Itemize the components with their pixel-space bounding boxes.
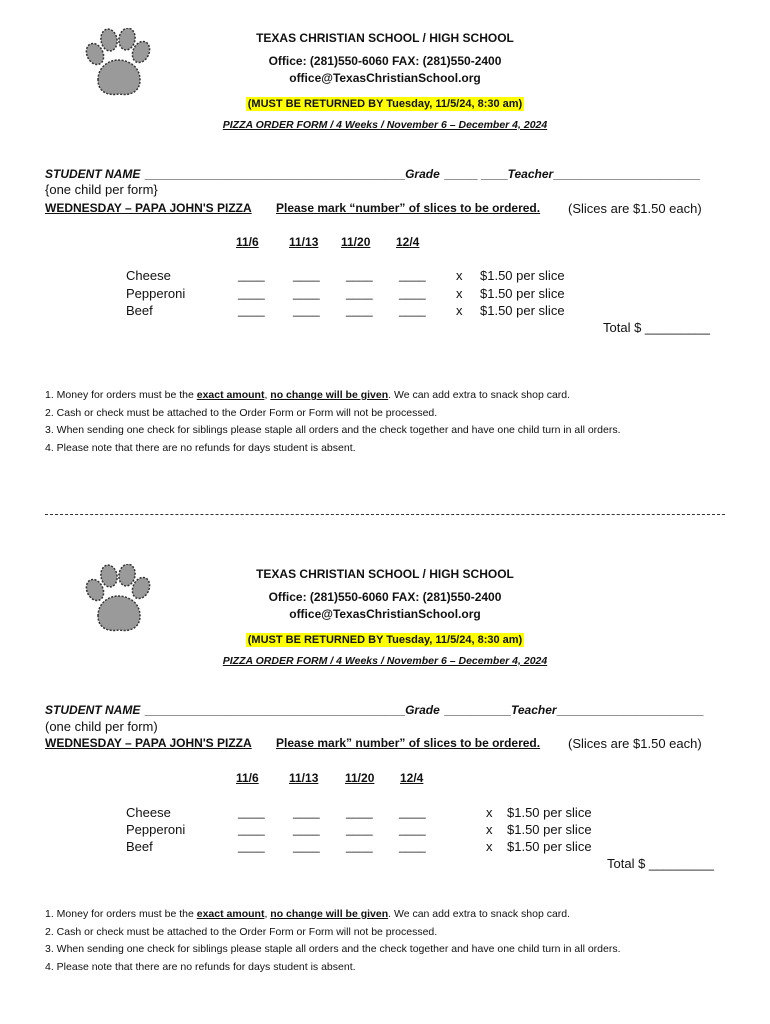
notes-list [45,387,621,457]
one-child-note: {one child per form} [45,182,158,197]
qty-blank[interactable]: ____ [346,286,373,300]
qty-blank[interactable]: ____ [399,268,426,282]
qty-blank[interactable]: ____ [293,286,320,300]
times-sign: x [486,805,493,820]
times-sign: x [456,286,463,301]
note-3: 3. When sending one check for siblings please staple all orders and the check together and have one child turn in all orders. [45,943,621,955]
times-sign: x [456,268,463,283]
teacher-label: Teacher [510,703,557,717]
note-1-text: 1. Money for orders must be the [45,908,197,920]
qty-blank[interactable]: ____ [293,822,320,836]
phone-fax: Office: (281)550-6060 FAX: (281)550-2400 [268,590,502,604]
qty-blank[interactable]: ____ [238,286,265,300]
deadline-highlight: (MUST BE RETURNED BY Tuesday, 11/5/24, 8:30 am) [247,98,523,110]
school-name: TEXAS CHRISTIAN SCHOOL / HIGH SCHOOL [256,567,514,581]
qty-blank[interactable]: ____ [346,303,373,317]
note-1-comma: , [264,389,271,401]
qty-blank[interactable]: ____ [238,268,265,282]
qty-blank[interactable]: ____ [346,839,373,853]
note-1 [45,387,621,405]
date-header: 11/13 [289,235,319,249]
qty-blank[interactable]: ____ [238,303,265,317]
note-1-post: . We can add extra to snack shop card. [388,389,571,401]
note-4: 4. Please note that there are no refunds for days student is absent. [45,960,356,973]
item-price: $1.50 per slice [480,286,565,301]
student-name-field[interactable]: _______________________________________ [144,167,406,181]
qty-blank[interactable]: ____ [346,805,373,819]
student-name-label: STUDENT NAME [45,703,141,717]
date-header: 11/6 [236,235,259,249]
date-header: 12/4 [400,771,424,785]
item-price: $1.50 per slice [480,303,565,318]
price-note: (Slices are $1.50 each) [568,736,702,751]
note-1-exact: exact amount [196,908,265,920]
qty-blank[interactable]: ____ [399,286,426,300]
qty-blank[interactable]: ____ [293,839,320,853]
price-note: (Slices are $1.50 each) [568,201,702,216]
item-name-pepperoni: Pepperoni [126,822,186,837]
times-sign: x [486,822,493,837]
total-field[interactable]: Total $ _________ [607,856,714,871]
phone-fax: Office: (281)550-6060 FAX: (281)550-2400 [268,54,502,68]
grade-field[interactable]: _____ ____ [444,167,508,181]
note-1-post: . We can add extra to snack shop card. [388,908,571,920]
times-sign: x [486,839,493,854]
teacher-label: Teacher [507,167,554,181]
grade-field[interactable]: __________ [444,703,511,717]
qty-blank[interactable]: ____ [238,805,265,819]
teacher-field[interactable]: ______________________ [553,167,701,181]
note-1-exact: exact amount [196,389,265,401]
one-child-note: (one child per form) [45,719,158,734]
qty-blank[interactable]: ____ [399,303,426,317]
grade-label: Grade [405,703,440,717]
form-title: PIZZA ORDER FORM / 4 Weeks / November 6 – December 4, 2024 [222,655,548,667]
note-1-text: 1. Money for orders must be the [45,389,197,401]
deadline-row [0,94,770,112]
student-name-label: STUDENT NAME [45,167,141,181]
item-name-cheese: Cheese [126,805,171,820]
qty-blank[interactable]: ____ [399,839,426,853]
item-price: $1.50 per slice [507,822,592,837]
school-email: office@TexasChristianSchool.org [289,607,481,621]
total-field[interactable]: Total $ _________ [603,320,710,335]
qty-blank[interactable]: ____ [346,822,373,836]
item-price: $1.50 per slice [507,839,592,854]
student-row [45,165,700,183]
item-price: $1.50 per slice [507,805,592,820]
cut-line [45,514,725,515]
student-row [45,701,703,719]
note-2: 2. Cash or check must be attached to the Order Form or Form will not be processed. [45,925,438,938]
qty-blank[interactable]: ____ [293,805,320,819]
qty-blank[interactable]: ____ [293,303,320,317]
note-1-nochange: no change will be given [270,389,389,401]
instruction: Please mark” number” of slices to be ordered. [276,736,541,750]
note-2: 2. Cash or check must be attached to the Order Form or Form will not be processed. [45,406,438,419]
teacher-field[interactable]: ______________________ [556,703,704,717]
deadline-row [0,630,770,648]
instruction: Please mark “number” of slices to be ordered. [276,201,541,215]
date-header: 12/4 [396,235,420,249]
qty-blank[interactable]: ____ [399,822,426,836]
form-title: PIZZA ORDER FORM / 4 Weeks / November 6 – December 4, 2024 [222,119,548,131]
date-header: 11/20 [345,771,375,785]
qty-blank[interactable]: ____ [238,822,265,836]
deadline-highlight: (MUST BE RETURNED BY Tuesday, 11/5/24, 8:30 am) [247,634,523,646]
item-name-cheese: Cheese [126,268,171,283]
item-name-beef: Beef [126,303,153,318]
item-name-pepperoni: Pepperoni [126,286,186,301]
date-header: 11/20 [341,235,371,249]
qty-blank[interactable]: ____ [238,839,265,853]
item-name-beef: Beef [126,839,153,854]
grade-label: Grade [405,167,440,181]
notes-list [45,906,621,976]
school-name: TEXAS CHRISTIAN SCHOOL / HIGH SCHOOL [256,31,514,45]
note-4: 4. Please note that there are no refunds for days student is absent. [45,441,356,454]
day-vendor: WEDNESDAY – PAPA JOHN'S PIZZA [45,736,252,750]
item-price: $1.50 per slice [480,268,565,283]
date-header: 11/13 [289,771,319,785]
school-email: office@TexasChristianSchool.org [289,71,481,85]
student-name-field[interactable]: _______________________________________ [144,703,406,717]
times-sign: x [456,303,463,318]
qty-blank[interactable]: ____ [293,268,320,282]
qty-blank[interactable]: ____ [399,805,426,819]
note-3: 3. When sending one check for siblings please staple all orders and the check together and have one child turn in all orders. [45,424,621,436]
day-vendor: WEDNESDAY – PAPA JOHN'S PIZZA [45,201,252,215]
qty-blank[interactable]: ____ [346,268,373,282]
date-header: 11/6 [236,771,259,785]
note-1 [45,906,621,924]
note-1-nochange: no change will be given [270,908,389,920]
note-1-comma: , [264,908,271,920]
